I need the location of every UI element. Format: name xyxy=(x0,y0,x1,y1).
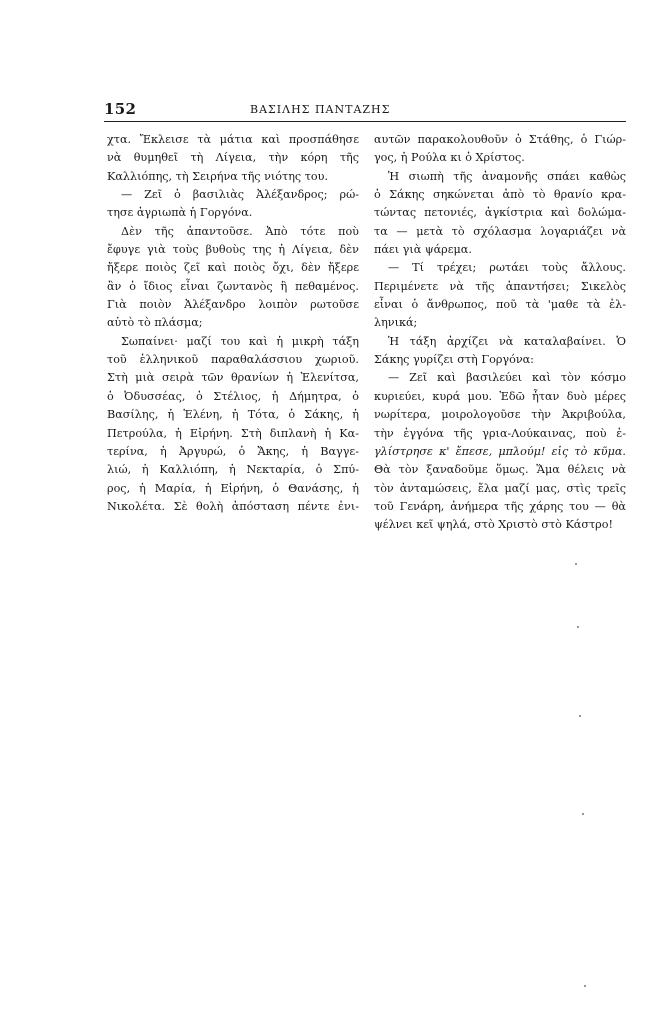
text-line: — Ζεῖ καὶ βασιλεύει καὶ τὸν κόσμο xyxy=(388,371,626,385)
text-line: τησε ἀγριωπὰ ἡ Γοργόνα. xyxy=(107,206,253,220)
text-line: λιώ, ἡ Καλλιόπη, ἡ Νεκταρία, ὁ Σπύ- xyxy=(107,463,359,477)
text-line: Ἡ σιωπὴ τῆς ἀναμονῆς σπάει καθὼς xyxy=(388,169,626,183)
scan-speck xyxy=(579,715,581,717)
right-text-column xyxy=(374,131,626,535)
text-line: Στὴ μιὰ σειρὰ τῶν θρανίων ἡ Ἑλενίτσα, xyxy=(107,371,359,385)
text-line: εἶναι ὁ ἄνθρωπος, ποῦ τὰ 'μαθε τὰ ἑλ- xyxy=(374,298,626,312)
text-line: τὸν ἀνταμώσεις, ἔλα μαζί μας, στὶς τρεῖς xyxy=(374,481,626,495)
left-text-column xyxy=(107,131,359,516)
text-line: τερίνα, ἡ Ἀργυρώ, ὁ Ἄκης, ἡ Βαγγε- xyxy=(107,444,359,458)
text-line: αυτῶν παρακολουθοῦν ὁ Στάθης, ὁ Γιώρ- xyxy=(374,133,626,146)
scan-speck xyxy=(584,985,586,987)
text-line: Δὲν τῆς ἀπαντοῦσε. Ἀπὸ τότε ποὺ xyxy=(121,224,359,238)
text-line: Σάκης γυρίζει στὴ Γοργόνα: xyxy=(374,353,534,367)
scan-speck xyxy=(582,813,584,815)
text-line: νωρίτερα, μοιρολογοῦσε τὴν Ἀκριβούλα, xyxy=(374,408,626,422)
text-line: Σωπαίνει· μαζί του καὶ ἡ μικρὴ τάξη xyxy=(121,334,359,348)
text-line: χτα. Ἔκλεισε τὰ μάτια καὶ προσπάθησε xyxy=(107,133,359,146)
text-line: ρος, ἡ Μαρία, ἡ Εἰρήνη, ὁ Θανάσης, ἡ xyxy=(107,481,359,495)
page-number: 152 xyxy=(104,100,137,118)
running-head: ΒΑΣΙΛΗΣ ΠΑΝΤΑΖΗΣ xyxy=(250,103,391,116)
text-line: — Ζεῖ ὁ βασιλιὰς Ἀλέξανδρος; ρώ- xyxy=(121,188,359,202)
text-line: Καλλιόπης, τὴ Σειρήνα τῆς νιότης του. xyxy=(107,169,329,183)
text-line: Θὰ τὸν ξαναδοῦμε ὅμως. Ἅμα θέλεις νὰ xyxy=(374,463,626,477)
text-line: ληνικά; xyxy=(374,316,418,330)
text-line: γος, ἡ Ρούλα κι ὁ Χρίστος. xyxy=(374,151,525,165)
text-line: τοῦ Γενάρη, ἀνήμερα τῆς χάρης του — θὰ xyxy=(374,499,626,513)
text-line: ψέλνει κεῖ ψηλά, στὸ Χριστὸ στὸ Κάστρο! xyxy=(374,518,613,532)
text-line: νὰ θυμηθεῖ τὴ Λίγεια, τὴν κόρη τῆς xyxy=(107,151,359,165)
text-line: τώντας πετονιές, ἀγκίστρια καὶ δολώμα- xyxy=(374,206,626,220)
text-line: ἔφυγε γιὰ τοὺς βυθοὺς της ἡ Λίγεια, δὲν xyxy=(107,243,359,257)
text-line: ὁ Σάκης σηκώνεται ἀπὸ τὸ θρανίο κρα- xyxy=(374,188,626,202)
scan-speck xyxy=(575,563,577,565)
text-line: — Τί τρέχει; ρωτάει τοὺς ἄλλους. xyxy=(388,261,626,275)
text-line: Περιμένετε νὰ τῆς ἀπαντήσει; Σικελὸς xyxy=(374,279,626,293)
text-line: Πετρούλα, ἡ Εἰρήνη. Στὴ διπλανὴ ἡ Κα- xyxy=(107,426,359,440)
text-line: Γιὰ ποιὸν Ἀλέξανδρο λοιπὸν ρωτοῦσε xyxy=(107,298,359,312)
text-line: τὴν ἐγγόνα τῆς γρια-Λούκαινας, ποὺ ἐ- xyxy=(374,426,626,440)
text-line: τοῦ ἑλληνικοῦ παραθαλάσσιου χωριοῦ. xyxy=(107,353,359,367)
text-line: γλίστρησε κ' ἔπεσε, μπλούμ! εἰς τὸ κῦμα. xyxy=(374,444,626,458)
text-line: κυριεύει, κυρά μου. Ἐδῶ ἦταν δυὸ μέρες xyxy=(374,389,626,403)
text-line: Νικολέτα. Σὲ θολὴ ἀπόσταση πέντε ἐνι- xyxy=(107,499,359,513)
text-line: Βασίλης, ἡ Ἑλένη, ἡ Τότα, ὁ Σάκης, ἡ xyxy=(107,408,359,422)
text-line: τα — μετὰ τὸ σχόλασμα λογαριάζει νὰ xyxy=(374,224,626,238)
text-line: πάει γιὰ ψάρεμα. xyxy=(374,243,472,257)
text-line: αὐτὸ τὸ πλάσμα; xyxy=(107,316,203,330)
text-line: ἂν ὁ ἴδιος εἶναι ζωντανὸς ἢ πεθαμένος. xyxy=(107,279,359,293)
text-line: Ἡ τάξη ἀρχίζει νὰ καταλαβαίνει. Ὁ xyxy=(388,334,626,348)
scan-speck xyxy=(577,626,579,628)
header-rule xyxy=(104,121,626,122)
text-line: ὁ Ὀδυσσέας, ὁ Στέλιος, ἡ Δήμητρα, ὁ xyxy=(107,389,359,403)
text-line: ἤξερε ποιὸς ζεῖ καὶ ποιὸς ὄχι, δὲν ἤξερε xyxy=(107,261,359,275)
